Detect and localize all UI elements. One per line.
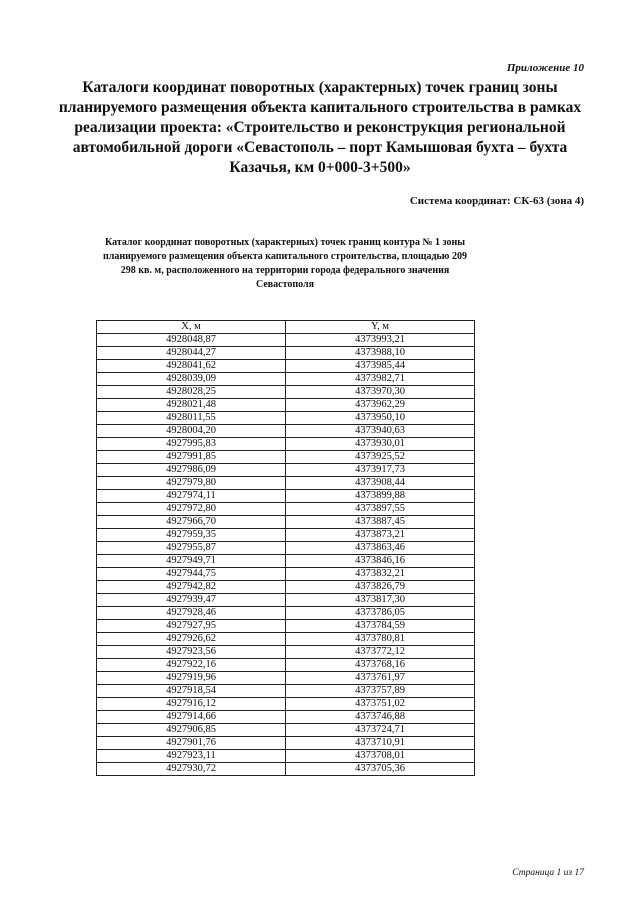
cell-x: 4927944,75 <box>97 568 286 581</box>
cell-y: 4373786,05 <box>286 607 475 620</box>
cell-x: 4927901,76 <box>97 737 286 750</box>
cell-x: 4927942,82 <box>97 581 286 594</box>
cell-y: 4373780,81 <box>286 633 475 646</box>
table-row <box>97 438 475 451</box>
cell-y: 4373887,45 <box>286 516 475 529</box>
cell-x: 4928021,48 <box>97 399 286 412</box>
cell-x: 4927939,47 <box>97 594 286 607</box>
cell-y: 4373751,02 <box>286 698 475 711</box>
cell-y: 4373710,91 <box>286 737 475 750</box>
table-row <box>97 633 475 646</box>
cell-x: 4927926,62 <box>97 633 286 646</box>
table-row <box>97 347 475 360</box>
catalog-title: Каталог координат поворотных (характерных) точек границ контура № 1 зоны планируемого размещения объекта капитального строительства, площадью 209 298 кв. м, расположенного на территории города федерального значения Севастополя <box>103 237 467 290</box>
cell-y: 4373863,46 <box>286 542 475 555</box>
cell-y: 4373817,30 <box>286 594 475 607</box>
table-row <box>97 659 475 672</box>
cell-x: 4927959,35 <box>97 529 286 542</box>
table-row <box>97 724 475 737</box>
cell-y: 4373846,16 <box>286 555 475 568</box>
column-header-x: X, м <box>97 321 286 334</box>
cell-y: 4373993,21 <box>286 334 475 347</box>
table-row <box>97 425 475 438</box>
cell-y: 4373917,73 <box>286 464 475 477</box>
cell-x: 4927930,72 <box>97 763 286 776</box>
main-title: Каталоги координат поворотных (характерных) точек границ зоны планируемого размещения объекта капитального строительства в рамках реализации проекта: «Строительство и реконструкция региональной автомобильной дороги «Севастополь – порт Камышовая бухта – бухта Казачья, км 0+000-3+500» <box>58 79 582 176</box>
cell-y: 4373772,12 <box>286 646 475 659</box>
cell-x: 4927972,80 <box>97 503 286 516</box>
cell-y: 4373985,44 <box>286 360 475 373</box>
cell-x: 4928028,25 <box>97 386 286 399</box>
table-row <box>97 529 475 542</box>
cell-x: 4928004,20 <box>97 425 286 438</box>
cell-x: 4928011,55 <box>97 412 286 425</box>
cell-x: 4927916,12 <box>97 698 286 711</box>
cell-y: 4373925,52 <box>286 451 475 464</box>
cell-y: 4373950,10 <box>286 412 475 425</box>
column-header-y: Y, м <box>286 321 475 334</box>
cell-x: 4928048,87 <box>97 334 286 347</box>
cell-x: 4927974,11 <box>97 490 286 503</box>
cell-y: 4373832,21 <box>286 568 475 581</box>
cell-y: 4373705,36 <box>286 763 475 776</box>
cell-x: 4927928,46 <box>97 607 286 620</box>
table-row <box>97 542 475 555</box>
coordinate-system-label: Система координат: СК-63 (зона 4) <box>409 195 584 207</box>
cell-y: 4373826,79 <box>286 581 475 594</box>
table-header-row <box>97 321 475 334</box>
table-row <box>97 711 475 724</box>
table-row <box>97 503 475 516</box>
cell-x: 4927914,66 <box>97 711 286 724</box>
cell-x: 4927995,83 <box>97 438 286 451</box>
cell-x: 4927923,56 <box>97 646 286 659</box>
table-row <box>97 646 475 659</box>
cell-x: 4928044,27 <box>97 347 286 360</box>
coordinates-table <box>96 320 475 776</box>
cell-y: 4373982,71 <box>286 373 475 386</box>
table-row <box>97 594 475 607</box>
table-row <box>97 620 475 633</box>
cell-y: 4373970,30 <box>286 386 475 399</box>
cell-x: 4927923,11 <box>97 750 286 763</box>
table-row <box>97 581 475 594</box>
cell-x: 4927955,87 <box>97 542 286 555</box>
cell-y: 4373873,21 <box>286 529 475 542</box>
table-row <box>97 412 475 425</box>
cell-y: 4373724,71 <box>286 724 475 737</box>
cell-x: 4927918,54 <box>97 685 286 698</box>
page-number: Страница 1 из 17 <box>512 868 584 878</box>
cell-x: 4927979,80 <box>97 477 286 490</box>
table-row <box>97 399 475 412</box>
table-row <box>97 360 475 373</box>
cell-y: 4373746,88 <box>286 711 475 724</box>
cell-y: 4373784,59 <box>286 620 475 633</box>
cell-y: 4373899,88 <box>286 490 475 503</box>
table-row <box>97 477 475 490</box>
table-row <box>97 555 475 568</box>
table-row <box>97 451 475 464</box>
table-row <box>97 698 475 711</box>
table-row <box>97 568 475 581</box>
table-row <box>97 464 475 477</box>
cell-x: 4927922,16 <box>97 659 286 672</box>
table-row <box>97 386 475 399</box>
table-row <box>97 763 475 776</box>
cell-x: 4928039,09 <box>97 373 286 386</box>
cell-y: 4373930,01 <box>286 438 475 451</box>
appendix-label: Приложение 10 <box>506 62 584 74</box>
table-row <box>97 672 475 685</box>
table-row <box>97 607 475 620</box>
cell-y: 4373962,29 <box>286 399 475 412</box>
cell-y: 4373940,63 <box>286 425 475 438</box>
cell-x: 4927966,70 <box>97 516 286 529</box>
table-row <box>97 490 475 503</box>
cell-y: 4373708,01 <box>286 750 475 763</box>
cell-x: 4928041,62 <box>97 360 286 373</box>
cell-y: 4373761,97 <box>286 672 475 685</box>
cell-y: 4373897,55 <box>286 503 475 516</box>
cell-y: 4373768,16 <box>286 659 475 672</box>
table-body <box>97 334 475 776</box>
cell-x: 4927949,71 <box>97 555 286 568</box>
cell-x: 4927906,85 <box>97 724 286 737</box>
table-row <box>97 334 475 347</box>
cell-x: 4927986,09 <box>97 464 286 477</box>
cell-y: 4373908,44 <box>286 477 475 490</box>
table-row <box>97 750 475 763</box>
table-row <box>97 373 475 386</box>
cell-x: 4927927,95 <box>97 620 286 633</box>
table-row <box>97 737 475 750</box>
table-row <box>97 685 475 698</box>
cell-x: 4927919,96 <box>97 672 286 685</box>
cell-x: 4927991,85 <box>97 451 286 464</box>
table-row <box>97 516 475 529</box>
cell-y: 4373757,89 <box>286 685 475 698</box>
cell-y: 4373988,10 <box>286 347 475 360</box>
